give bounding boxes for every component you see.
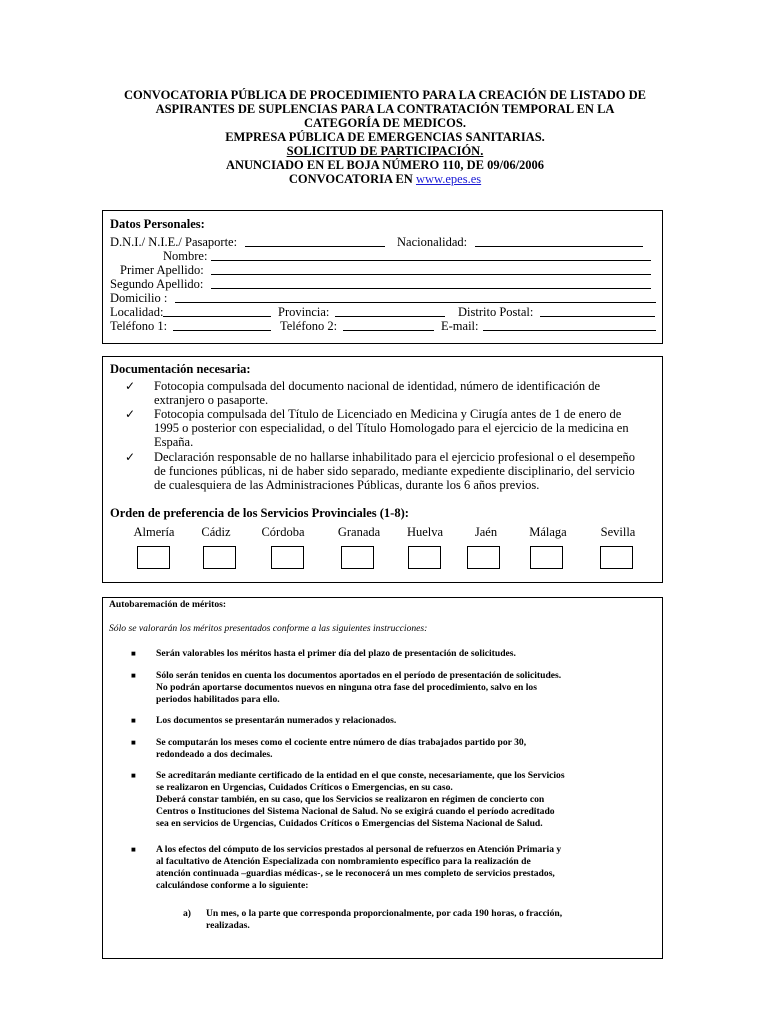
doc-item-line: de cualesquiera de las Administraciones Públicas, durante los 6 años previos. bbox=[154, 478, 540, 492]
personal-data-section bbox=[102, 210, 663, 344]
province-label-jaen: Jaén bbox=[474, 525, 498, 539]
province-label-cordoba: Córdoba bbox=[261, 525, 305, 539]
merits-title: Autobaremación de méritos: bbox=[109, 599, 227, 610]
doc-item-line: de funciones públicas, ni de haber sido separado, mediante expediente disciplinario, del servicio bbox=[154, 464, 635, 478]
provincia-field[interactable] bbox=[335, 316, 445, 317]
header-line: ASPIRANTES DE SUPLENCIAS PARA LA CONTRATACIÓN TEMPORAL EN LA bbox=[155, 102, 615, 116]
checkmark-icon: ✓ bbox=[125, 379, 136, 393]
merit-item-line: al facultativo de Atención Especializada con nombramiento específico para la realización de bbox=[156, 856, 531, 867]
telefono2-label: Teléfono 2: bbox=[280, 319, 338, 333]
merit-item-line: No podrán aportarse documentos nuevos en ninguna otra fase del procedimiento, salvo en los bbox=[156, 682, 537, 693]
nombre-label: Nombre: bbox=[163, 249, 208, 263]
primer-apellido-label: Primer Apellido: bbox=[120, 263, 204, 277]
telefono1-field[interactable] bbox=[173, 330, 271, 331]
header-line-link-row bbox=[0, 172, 770, 186]
province-label-cadiz: Cádiz bbox=[201, 525, 231, 539]
provincia-label: Provincia: bbox=[278, 305, 330, 319]
header-line: ANUNCIADO EN EL BOJA NÚMERO 110, DE 09/06/2006 bbox=[225, 158, 545, 172]
province-box-sevilla[interactable] bbox=[600, 546, 633, 569]
province-label-huelva: Huelva bbox=[406, 525, 444, 539]
bullet-icon: ■ bbox=[131, 771, 136, 780]
merits-intro: Sólo se valorarán los méritos presentados conforme a las siguientes instrucciones: bbox=[109, 623, 428, 634]
header-line: EMPRESA PÚBLICA DE EMERGENCIAS SANITARIAS. bbox=[225, 130, 545, 144]
header-line: CATEGORÍA DE MEDICOS. bbox=[304, 116, 466, 130]
doc-item-line: Declaración responsable de no hallarse inhabilitado para el ejercicio profesional o el desempeño bbox=[154, 450, 636, 464]
sub-item-line: Un mes, o la parte que corresponda proporcionalmente, por cada 190 horas, o fracción, bbox=[206, 908, 563, 919]
province-label-almeria: Almería bbox=[133, 525, 175, 539]
document-header bbox=[0, 88, 770, 186]
docs-title: Documentación necesaria: bbox=[110, 362, 251, 376]
sub-item-line: realizadas. bbox=[206, 920, 250, 931]
merit-item-line: Deberá constar también, en su caso, que los Servicios se realizaron en régimen de concierto con bbox=[156, 794, 545, 805]
dni-field[interactable] bbox=[245, 246, 385, 247]
bullet-icon: ■ bbox=[131, 716, 136, 725]
merit-item-line: Los documentos se presentarán numerados y relacionados. bbox=[156, 715, 397, 726]
province-box-almeria[interactable] bbox=[137, 546, 170, 569]
merit-item-line: atención continuada –guardias médicas-, se le reconocerá un mes completo de servicios prestados, bbox=[156, 868, 555, 879]
doc-item-line: extranjero o pasaporte. bbox=[154, 393, 269, 407]
domicilio-label: Domicilio : bbox=[110, 291, 168, 305]
nacionalidad-label: Nacionalidad: bbox=[397, 235, 468, 249]
nacionalidad-field[interactable] bbox=[475, 246, 643, 247]
header-line-underlined: SOLICITUD DE PARTICIPACIÓN. bbox=[286, 144, 484, 158]
merit-item-line: Se acreditarán mediante certificado de la entidad en el que conste, necesariamente, que los Servicios bbox=[156, 770, 565, 781]
doc-item-line: 1995 o posterior con especialidad, o del Título Homologado para el ejercicio de la medicina en bbox=[154, 421, 629, 435]
merit-item-line: Sólo serán tenidos en cuenta los documentos aportados en el período de presentación de solicitudes. bbox=[156, 670, 562, 681]
province-box-malaga[interactable] bbox=[530, 546, 563, 569]
segundo-apellido-label: Segundo Apellido: bbox=[110, 277, 204, 291]
localidad-field[interactable] bbox=[163, 316, 271, 317]
doc-item-line: Fotocopia compulsada del Título de Licenciado en Medicina y Cirugía antes de 1 de enero de bbox=[154, 407, 622, 421]
doc-item-line: Fotocopia compulsada del documento nacional de identidad, número de identificación de bbox=[154, 379, 601, 393]
distrito-field[interactable] bbox=[540, 316, 655, 317]
province-box-cadiz[interactable] bbox=[203, 546, 236, 569]
merit-item-line: Serán valorables los méritos hasta el primer día del plazo de presentación de solicitudes. bbox=[156, 648, 516, 659]
province-label-sevilla: Sevilla bbox=[600, 525, 636, 539]
checkmark-icon: ✓ bbox=[125, 407, 136, 421]
telefono2-field[interactable] bbox=[343, 330, 434, 331]
primer-apellido-field[interactable] bbox=[211, 274, 651, 275]
merit-item-line: calculándose conforme a lo siguiente: bbox=[156, 880, 309, 891]
documentation-section bbox=[102, 356, 663, 583]
bullet-icon: ■ bbox=[131, 845, 136, 854]
header-prefix: CONVOCATORIA EN bbox=[288, 172, 416, 186]
merit-item-line: Centros o Instituciones del Sistema Nacional de Salud. No se exigirá cuando el período acreditado bbox=[156, 806, 555, 817]
bullet-icon: ■ bbox=[131, 671, 136, 680]
order-title: Orden de preferencia de los Servicios Provinciales (1-8): bbox=[110, 506, 409, 520]
merit-item-line: redondeado a dos decimales. bbox=[156, 749, 273, 760]
nombre-field[interactable] bbox=[211, 260, 651, 261]
bullet-icon: ■ bbox=[131, 738, 136, 747]
merits-section bbox=[102, 597, 663, 959]
segundo-apellido-field[interactable] bbox=[211, 288, 651, 289]
doc-item-line: España. bbox=[154, 435, 194, 449]
personal-title: Datos Personales: bbox=[110, 217, 205, 231]
website-link[interactable]: www.epes.es bbox=[415, 172, 482, 186]
province-box-jaen[interactable] bbox=[467, 546, 500, 569]
telefono1-label: Teléfono 1: bbox=[110, 319, 168, 333]
dni-label: D.N.I./ N.I.E./ Pasaporte: bbox=[110, 235, 238, 249]
merit-item-line: A los efectos del cómputo de los servicios prestados al personal de refuerzos en Atención Primaria y bbox=[156, 844, 562, 855]
province-box-cordoba[interactable] bbox=[271, 546, 304, 569]
email-field[interactable] bbox=[483, 330, 656, 331]
merit-item-line: periodos habilitados para ello. bbox=[156, 694, 280, 705]
merit-item-line: se realizaron en Urgencias, Cuidados Críticos o Emergencias, en su caso. bbox=[156, 782, 453, 793]
bullet-icon: ■ bbox=[131, 649, 136, 658]
checkmark-icon: ✓ bbox=[125, 450, 136, 464]
merit-item-line: sea en servicios de Urgencias, Cuidados Críticos o Emergencias del Sistema Nacional de Salud. bbox=[156, 818, 543, 829]
province-box-huelva[interactable] bbox=[408, 546, 441, 569]
province-label-granada: Granada bbox=[337, 525, 381, 539]
merit-item-line: Se computarán los meses como el cociente entre número de días trabajados partido por 30, bbox=[156, 737, 527, 748]
header-line: CONVOCATORIA PÚBLICA DE PROCEDIMIENTO PARA LA CREACIÓN DE LISTADO DE bbox=[124, 88, 646, 102]
email-label: E-mail: bbox=[441, 319, 479, 333]
province-label-malaga: Málaga bbox=[529, 525, 567, 539]
distrito-label: Distrito Postal: bbox=[458, 305, 534, 319]
domicilio-field[interactable] bbox=[175, 302, 656, 303]
sub-item-label: a) bbox=[183, 908, 191, 919]
province-box-granada[interactable] bbox=[341, 546, 374, 569]
localidad-label: Localidad: bbox=[110, 305, 164, 319]
